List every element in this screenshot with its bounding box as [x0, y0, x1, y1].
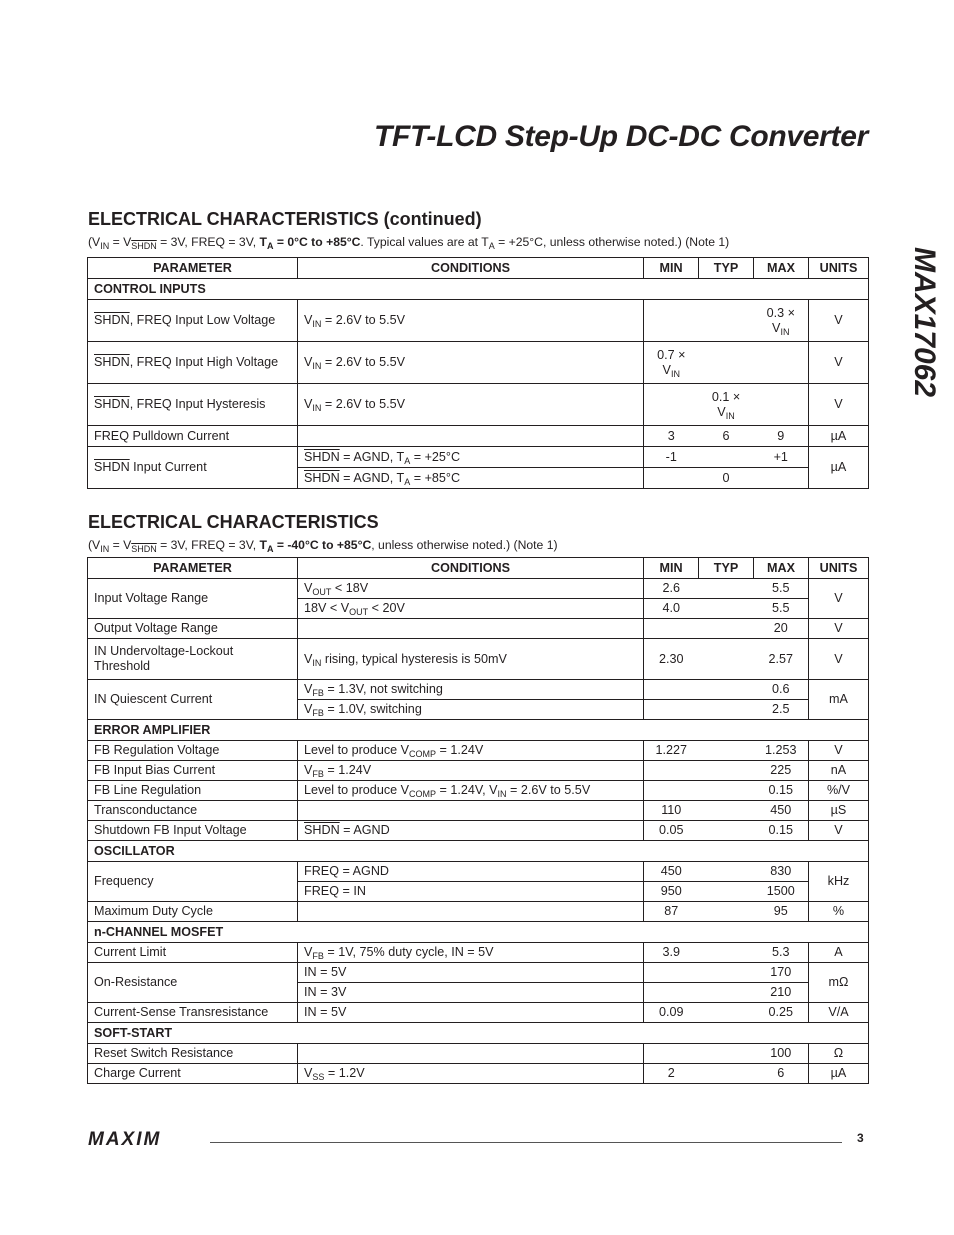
table-row: Shutdown FB Input Voltage SHDN = AGND 0.05 0.15 V	[88, 821, 869, 841]
group-mosfet: n-CHANNEL MOSFET	[88, 922, 869, 943]
col-header-min: MIN	[644, 258, 699, 279]
section-conditions: ($V_{IN} = V_{SHDN} = 3V$, FREQ = 3V, $T_A = -40^\circ C$ to +85°C, unless otherwise noted.) (Note 1)	[88, 538, 558, 554]
table-row: $V_{FB} = 1.0V$, switching 2.5	[88, 700, 869, 720]
param-charge-current: Charge Current	[88, 1064, 298, 1084]
max-cell: +1	[754, 447, 809, 468]
col-header-max: MAX	[754, 258, 809, 279]
param-pulldown: FREQ Pulldown Current	[88, 426, 298, 447]
typ-cell: 6	[699, 426, 754, 447]
param-current-limit: Current Limit	[88, 943, 298, 963]
param-shutdown-fb: Shutdown FB Input Voltage	[88, 821, 298, 841]
table-row: FB Regulation Voltage Level to produce $V_{COMP} = 1.24V$ 1.227 1.253 V	[88, 741, 869, 761]
param-high-voltage: SHDN, FREQ Input High Voltage	[88, 342, 298, 384]
page-number: 3	[857, 1131, 864, 1145]
table-row: $18V < V_{OUT} < 20V$ 4.0 5.5	[88, 599, 869, 619]
group-error-amplifier: ERROR AMPLIFIER	[88, 720, 869, 741]
unit-cell: µA	[809, 447, 869, 489]
param-current-sense: Current-Sense Transresistance	[88, 1003, 298, 1023]
cond-cell: $V_{IN} = 2.6V$ to 5.5V	[298, 300, 644, 342]
typ-cell: 0	[699, 468, 754, 489]
param-low-voltage: SHDN, FREQ Input Low Voltage	[88, 300, 298, 342]
cond-cell: SHDN = AGND, $T_A = +85^\circ C$	[298, 468, 644, 489]
section-heading: ELECTRICAL CHARACTERISTICS	[88, 512, 379, 532]
param-fb-line-regulation: FB Line Regulation	[88, 781, 298, 801]
table-row	[88, 384, 869, 426]
control-inputs-table	[87, 257, 869, 489]
group-oscillator: OSCILLATOR	[88, 841, 869, 862]
group-row	[88, 279, 869, 300]
param-transconductance: Transconductance	[88, 801, 298, 821]
table-row	[88, 426, 869, 447]
unit-cell: µA	[809, 426, 869, 447]
min-cell: 3	[644, 426, 699, 447]
table-row	[88, 447, 869, 468]
part-number-side-label: MAX17062	[908, 246, 941, 398]
col-header-conditions: CONDITIONS	[298, 558, 644, 579]
table-row	[88, 342, 869, 384]
max-cell: 9	[754, 426, 809, 447]
table-row: FB Input Bias Current $V_{FB} = 1.24V$ 225 nA	[88, 761, 869, 781]
col-header-parameter: PARAMETER	[88, 558, 298, 579]
table-header-row	[88, 258, 869, 279]
group-row	[88, 720, 869, 741]
svg-text:MAXIM: MAXIM	[88, 1129, 162, 1147]
document-title: TFT-LCD Step-Up DC-DC Converter	[373, 120, 868, 153]
param-uvlo: IN Undervoltage-Lockout Threshold	[88, 639, 298, 680]
param-quiescent-current: IN Quiescent Current	[88, 680, 298, 720]
param-fb-bias: FB Input Bias Current	[88, 761, 298, 781]
group-row	[88, 1023, 869, 1044]
col-header-max: MAX	[754, 558, 809, 579]
table-row: Reset Switch Resistance 100 Ω	[88, 1044, 869, 1064]
table-row: On-Resistance IN = 5V 170 mΩ	[88, 963, 869, 983]
min-cell: 0.7 × $V_{IN}$	[644, 342, 699, 384]
table-row: FREQ = IN 950 1500	[88, 882, 869, 902]
typ-cell: 0.1 × $V_{IN}$	[699, 384, 754, 426]
cond-cell: SHDN = AGND, $T_A = +25^\circ C$	[298, 447, 644, 468]
col-header-min: MIN	[644, 558, 699, 579]
param-frequency: Frequency	[88, 862, 298, 902]
table-row: FB Line Regulation Level to produce $V_{COMP} = 1.24V$, $V_{IN} = 2.6V$ to 5.5V 0.15 %/V	[88, 781, 869, 801]
table-row: Input Voltage Range $V_{OUT} < 18V$ 2.6 5.5 V	[88, 579, 869, 599]
group-control-inputs: CONTROL INPUTS	[88, 279, 869, 300]
max-cell: 0.3 × $V_{IN}$	[754, 300, 809, 342]
group-row	[88, 841, 869, 862]
table-row: IN Undervoltage-Lockout Threshold $V_{IN}$ rising, typical hysteresis is 50mV 2.30 2.57 V	[88, 639, 869, 680]
unit-cell: V	[809, 384, 869, 426]
param-input-voltage-range: Input Voltage Range	[88, 579, 298, 619]
table-row: IN = 3V 210	[88, 983, 869, 1003]
col-header-conditions: CONDITIONS	[298, 258, 644, 279]
table-header-row	[88, 558, 869, 579]
param-hysteresis: SHDN, FREQ Input Hysteresis	[88, 384, 298, 426]
table-row: Maximum Duty Cycle 87 95 %	[88, 902, 869, 922]
col-header-typ: TYP	[699, 258, 754, 279]
group-soft-start: SOFT-START	[88, 1023, 869, 1044]
cond-cell: $V_{IN} = 2.6V$ to 5.5V	[298, 342, 644, 384]
unit-cell: V	[809, 342, 869, 384]
table-row: Current-Sense Transresistance IN = 5V 0.09 0.25 V/A	[88, 1003, 869, 1023]
table-row	[88, 300, 869, 342]
table-row: Output Voltage Range 20 V	[88, 619, 869, 639]
table-row: Current Limit $V_{FB} = 1V$, 75% duty cycle, IN = 5V 3.9 5.3 A	[88, 943, 869, 963]
cond-cell: $V_{IN} = 2.6V$ to 5.5V	[298, 384, 644, 426]
param-reset-switch: Reset Switch Resistance	[88, 1044, 298, 1064]
table-row: Frequency FREQ = AGND 450 830 kHz	[88, 862, 869, 882]
param-fb-regulation: FB Regulation Voltage	[88, 741, 298, 761]
maxim-logo	[88, 1129, 200, 1147]
table-row: IN Quiescent Current $V_{FB} = 1.3V$, not switching 0.6 mA	[88, 680, 869, 700]
col-header-units: UNITS	[809, 558, 869, 579]
col-header-parameter: PARAMETER	[88, 258, 298, 279]
unit-cell: V	[809, 300, 869, 342]
table-row: Transconductance 110 450 µS	[88, 801, 869, 821]
param-shdn-current: SHDN Input Current	[88, 447, 298, 489]
param-output-voltage-range: Output Voltage Range	[88, 619, 298, 639]
section-heading-continued: ELECTRICAL CHARACTERISTICS (continued)	[88, 209, 482, 229]
col-header-units: UNITS	[809, 258, 869, 279]
col-header-typ: TYP	[699, 558, 754, 579]
electrical-characteristics-table	[87, 557, 869, 1084]
section-conditions-continued: ($V_{IN} = V_{SHDN} = 3V$, FREQ = 3V, $T_A = 0^\circ C$ to +85°C. Typical values are at $T_A = +25^\circ C$, unless otherwise noted.) (Note 1)	[88, 235, 730, 251]
group-row	[88, 922, 869, 943]
table-row: Charge Current $V_{SS} = 1.2V$ 2 6 µA	[88, 1064, 869, 1084]
param-max-duty-cycle: Maximum Duty Cycle	[88, 902, 298, 922]
param-on-resistance: On-Resistance	[88, 963, 298, 1003]
min-cell: -1	[644, 447, 699, 468]
footer-divider	[210, 1142, 842, 1143]
